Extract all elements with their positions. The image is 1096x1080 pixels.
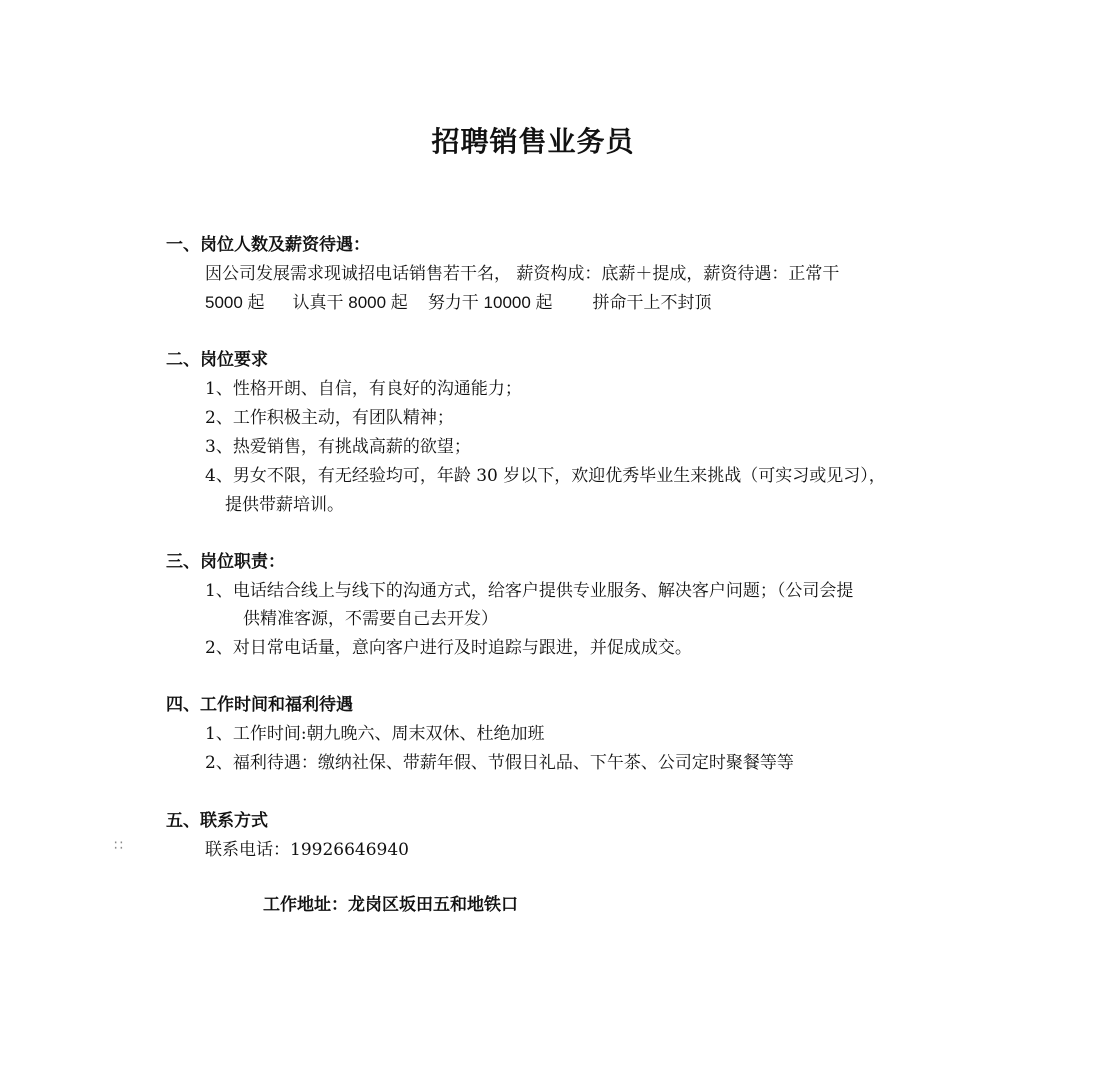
salary-tiers-line [205, 288, 712, 313]
requirement-item: 1、性格开朗、自信，有良好的沟通能力； [205, 379, 522, 399]
hours-item: 1、工作时间:朝九晚六、周末双休、杜绝加班 [205, 724, 545, 744]
drag-handle-icon[interactable]: ∷ [114, 838, 123, 854]
requirement-item: 4、男女不限，有无经验均可，年龄 30 岁以下，欢迎优秀毕业生来挑战（可实习或见习）， [205, 466, 886, 486]
salary-intro-line: 因公司发展需求现诚招电话销售若干名， 薪资构成：底薪＋提成，薪资待遇：正常干 [205, 264, 840, 284]
section-heading-requirements: 二、岗位要求 [166, 350, 268, 370]
requirement-item: 2、工作积极主动，有团队精神； [205, 408, 454, 428]
salary-tier-normal: 5000 起 [205, 293, 265, 312]
section-heading-hours-benefits: 四、工作时间和福利待遇 [166, 695, 353, 715]
document-title: 招聘销售业务员 [431, 125, 635, 158]
salary-tier-hard: 努力干 10000 起 [427, 293, 553, 312]
section-heading-duties: 三、岗位职责： [166, 552, 285, 572]
benefits-item: 2、福利待遇：缴纳社保、带薪年假、节假日礼品、下午茶、公司定时聚餐等等 [205, 753, 794, 773]
duty-item-continuation: 供精准客源，不需要自己去开发） [243, 609, 498, 629]
requirement-item-continuation: 提供带薪培训。 [225, 495, 344, 515]
salary-tier-max: 拼命干上不封顶 [592, 293, 712, 312]
requirement-item: 3、热爱销售，有挑战高薪的欲望； [205, 437, 471, 457]
duty-item: 1、电话结合线上与线下的沟通方式，给客户提供专业服务、解决客户问题；（公司会提 [205, 581, 854, 601]
salary-tier-serious: 认真干 8000 起 [292, 293, 408, 312]
work-address: 工作地址：龙岗区坂田五和地铁口 [263, 895, 518, 915]
duty-item: 2、对日常电话量，意向客户进行及时追踪与跟进，并促成成交。 [205, 638, 692, 658]
section-heading-contact: 五、联系方式 [166, 811, 268, 831]
contact-phone: 联系电话：19926646940 [205, 840, 409, 860]
section-heading-positions-salary: 一、岗位人数及薪资待遇： [166, 235, 370, 255]
